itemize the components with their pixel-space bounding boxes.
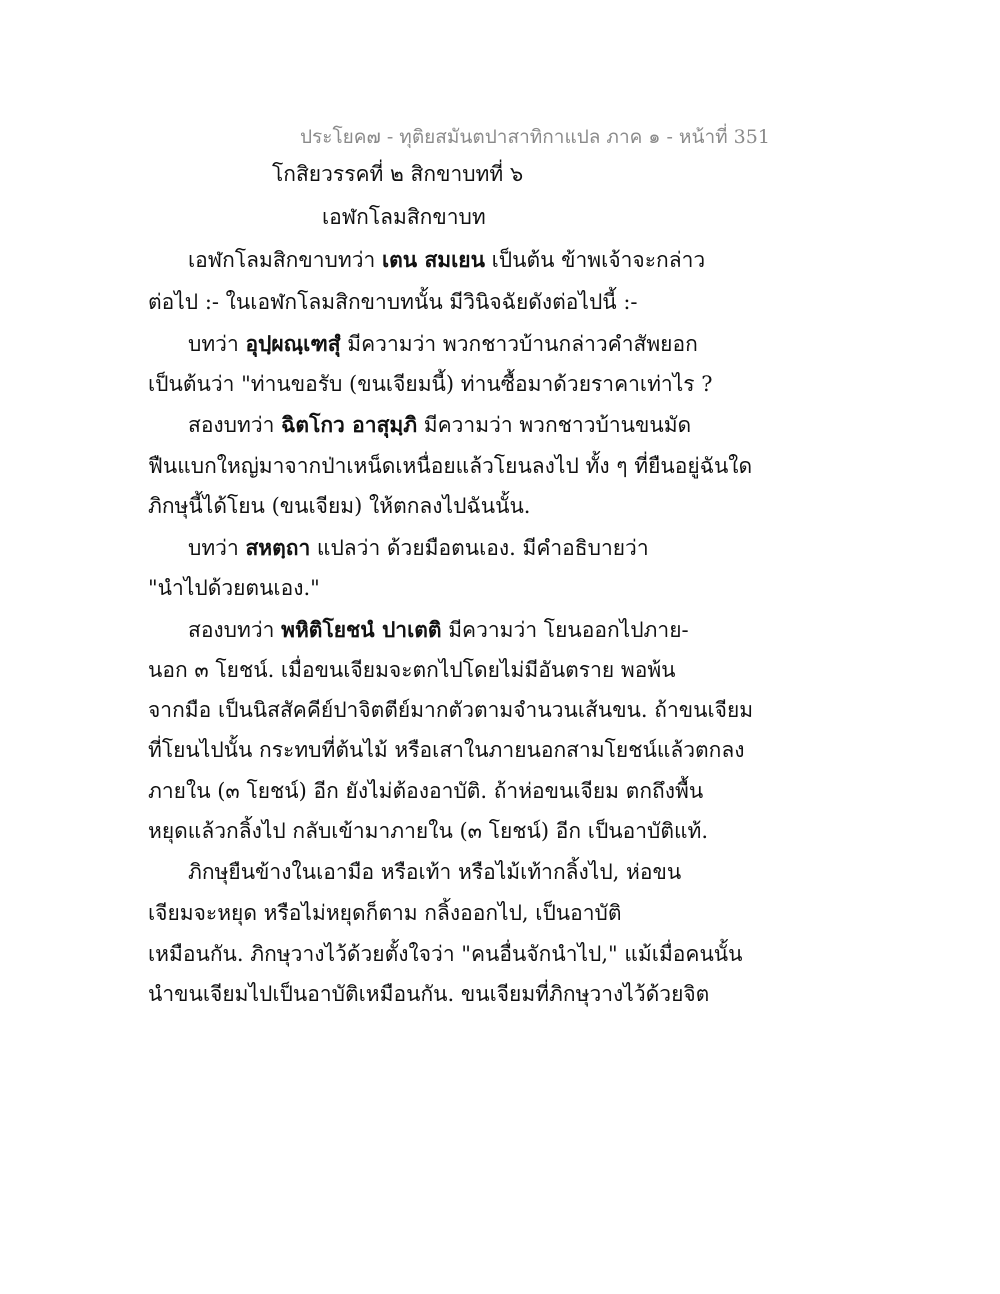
paragraph-line bbox=[188, 409, 691, 442]
text-span: แปลว่า ด้วยมือตนเอง. มีคำอธิบายว่า bbox=[310, 536, 649, 560]
text-span: บทว่า bbox=[188, 332, 246, 356]
pali-term: อุปฺผณฺเฑสุํ bbox=[245, 331, 341, 356]
paragraph-line bbox=[188, 614, 689, 647]
pali-term: เตน สมเยน bbox=[381, 247, 485, 272]
text-span: มีความว่า โยนออกไปภาย- bbox=[441, 618, 689, 642]
paragraph-line: ที่โยนไปนั้น กระทบที่ต้นไม้ หรือเสาในภายนอกสามโยชน์แล้วตกลง bbox=[148, 738, 745, 762]
chapter-title: โกสิยวรรคที่ ๒ สิกขาบทที่ ๖ bbox=[272, 162, 524, 186]
pali-term: ฉิตโกว อาสุมฺภิ bbox=[281, 412, 418, 437]
paragraph-line bbox=[188, 532, 649, 565]
text-span: บทว่า bbox=[188, 536, 246, 560]
paragraph-line: นำขนเจียมไปเป็นอาบัติเหมือนกัน. ขนเจียมที่ภิกษุวางไว้ด้วยจิต bbox=[148, 982, 710, 1006]
paragraph-line: จากมือ เป็นนิสสัคคีย์ปาจิตตีย์มากตัวตามจำนวนเส้นขน. ถ้าขนเจียม bbox=[148, 698, 754, 722]
paragraph-line: ภายใน (๓ โยชน์) อีก ยังไม่ต้องอาบัติ. ถ้าห่อขนเจียม ตกถึงพื้น bbox=[148, 779, 704, 803]
text-span: เอฬกโลมสิกขาบทว่า bbox=[188, 248, 382, 272]
paragraph-line bbox=[188, 244, 705, 277]
paragraph-line: นอก ๓ โยชน์. เมื่อขนเจียมจะตกไปโดยไม่มีอันตราย พอพ้น bbox=[148, 658, 676, 682]
paragraph-line: เจียมจะหยุด หรือไม่หยุดก็ตาม กลิ้งออกไป, เป็นอาบัติ bbox=[148, 901, 622, 925]
text-span: มีความว่า พวกชาวบ้านกล่าวคำสัพยอก bbox=[340, 332, 698, 356]
paragraph-line: หยุดแล้วกลิ้งไป กลับเข้ามาภายใน (๓ โยชน์) อีก เป็นอาบัติแท้. bbox=[148, 819, 709, 843]
paragraph-line bbox=[188, 328, 698, 361]
paragraph-line: "นำไปด้วยตนเอง." bbox=[148, 576, 320, 600]
paragraph-line: ภิกษุนี้ได้โยน (ขนเจียม) ให้ตกลงไปฉันนั้น. bbox=[148, 494, 531, 518]
section-title: เอฬกโลมสิกขาบท bbox=[322, 205, 486, 229]
pali-term: พหิติโยชนํ ปาเตติ bbox=[281, 617, 442, 642]
paragraph-line: เป็นต้นว่า "ท่านขอรับ (ขนเจียมนี้) ท่านซื้อมาด้วยราคาเท่าไร ? bbox=[148, 372, 713, 396]
paragraph-line: ต่อไป :- ในเอฬกโลมสิกขาบทนั้น มีวินิจฉัยดังต่อไปนี้ :- bbox=[148, 290, 638, 314]
paragraph-line: ภิกษุยืนข้างในเอามือ หรือเท้า หรือไม้เท้ากลิ้งไป, ห่อขน bbox=[188, 860, 682, 884]
pali-term: สหตฺถา bbox=[245, 535, 311, 560]
text-span: สองบทว่า bbox=[188, 413, 282, 437]
text-span: มีความว่า พวกชาวบ้านขนมัด bbox=[417, 413, 692, 437]
page-header: ประโยค๗ - ทุติยสมันตปาสาทิกาแปล ภาค ๑ - หน้าที่ 351 bbox=[300, 126, 770, 148]
paragraph-line: เหมือนกัน. ภิกษุวางไว้ด้วยตั้งใจว่า "คนอื่นจักนำไป," แม้เมื่อคนนั้น bbox=[148, 942, 743, 966]
text-span: สองบทว่า bbox=[188, 618, 282, 642]
paragraph-line: ฟืนแบกใหญ่มาจากป่าเหน็ดเหนื่อยแล้วโยนลงไป ทั้ง ๆ ที่ยืนอยู่ฉันใด bbox=[148, 454, 753, 478]
text-span: เป็นต้น ข้าพเจ้าจะกล่าว bbox=[484, 248, 706, 272]
